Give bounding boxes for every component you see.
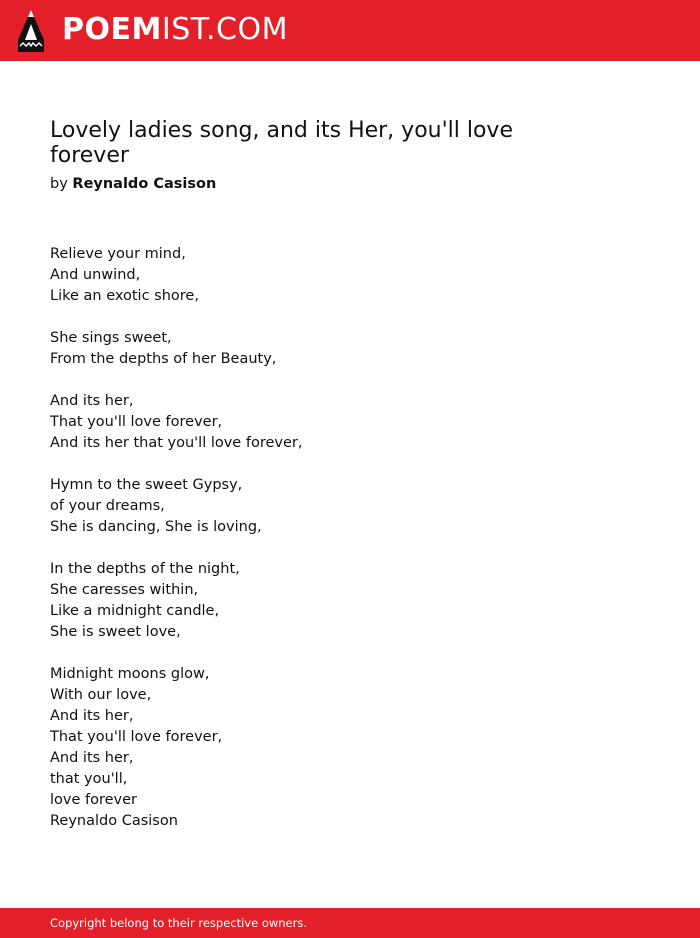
stanza [50,244,650,307]
poem-line: that you'll, [50,771,128,787]
stanza [50,475,650,538]
poem-line: Like a midnight candle, [50,603,220,619]
poem-line: And its her, [50,750,134,766]
site-header [0,0,700,61]
copyright-notice: Copyright belong to their respective owners. [50,916,308,930]
author-name[interactable]: Reynaldo Casison [72,176,217,192]
poem-line: She is sweet love, [50,624,181,640]
poem-title: Lovely ladies song, and its Her, you'll love forever [50,118,513,168]
poem-line: Midnight moons glow, [50,666,210,682]
poem-line: From the depths of her Beauty, [50,351,277,367]
poem-line: Relieve your mind, [50,246,186,262]
poem-line: That you'll love forever, [50,729,223,745]
poem-signature: Reynaldo Casison [50,813,178,829]
site-logo[interactable] [62,13,288,47]
poem-line: With our love, [50,687,152,703]
poem-line: Hymn to the sweet Gypsy, [50,477,243,493]
logo-bold-text: POEM [62,12,162,47]
poem-line: That you'll love forever, [50,414,223,430]
pencil-icon[interactable] [18,10,44,52]
poem-line: And its her, [50,393,134,409]
byline [50,174,216,194]
poem-line: love forever [50,792,138,808]
site-footer [0,908,700,938]
poem-line: She caresses within, [50,582,199,598]
poem-line: In the depths of the night, [50,561,240,577]
poem-line: And its her, [50,708,134,724]
poem-body [50,244,650,853]
stanza [50,328,650,370]
stanza [50,391,650,454]
by-label: by [50,176,68,192]
poem-line: of your dreams, [50,498,165,514]
poem-line: She sings sweet, [50,330,172,346]
logo-light-text: IST.COM [161,12,288,47]
poem-line: Like an exotic shore, [50,288,199,304]
stanza [50,559,650,643]
poem-line: And its her that you'll love forever, [50,435,303,451]
poem-line: She is dancing, She is loving, [50,519,262,535]
poem-line: And unwind, [50,267,141,283]
stanza [50,664,650,832]
